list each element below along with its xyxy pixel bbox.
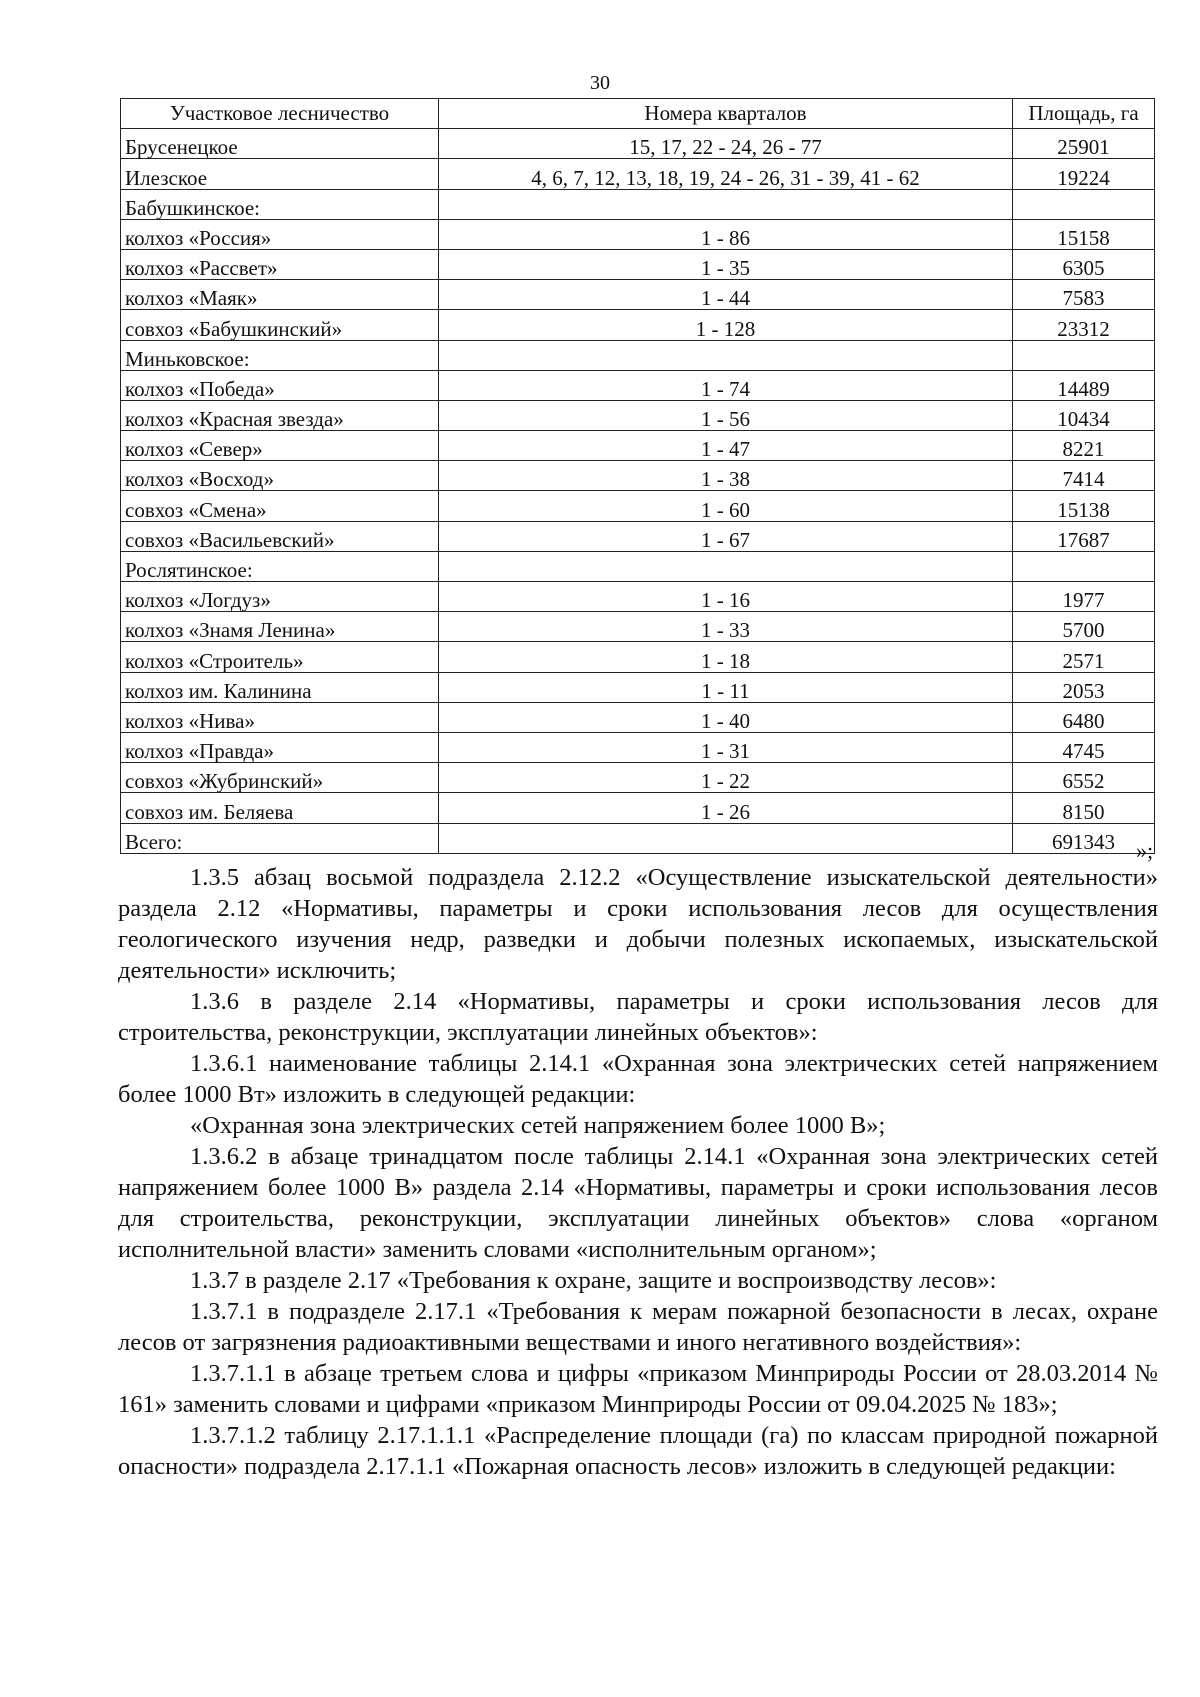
cell-area: 7414 [1013, 461, 1155, 491]
table-row [121, 612, 1155, 642]
cell-area: 15138 [1013, 491, 1155, 521]
cell-area: 19224 [1013, 159, 1155, 189]
table-header-row [121, 99, 1155, 129]
page-number: 30 [590, 72, 610, 94]
cell-forestry-name: колхоз «Север» [121, 431, 439, 461]
cell-area: 5700 [1013, 612, 1155, 642]
cell-forestry-name: колхоз «Восход» [121, 461, 439, 491]
cell-forestry-name: совхоз «Бабушкинский» [121, 310, 439, 340]
cell-quarters: 1 - 33 [439, 612, 1013, 642]
cell-forestry-name: колхоз «Победа» [121, 370, 439, 400]
cell-quarters: 1 - 22 [439, 763, 1013, 793]
cell-area [1013, 340, 1155, 370]
paragraph-1-3-6: 1.3.6 в разделе 2.14 «Нормативы, параметры и сроки использования лесов для строительства, реконструкции, эксплуатации линейных объектов»: [118, 988, 1158, 1046]
cell-quarters: 1 - 44 [439, 280, 1013, 310]
table-row [121, 219, 1155, 249]
table-row [121, 159, 1155, 189]
table-row [121, 249, 1155, 279]
cell-forestry-name: колхоз «Знамя Ленина» [121, 612, 439, 642]
paragraph-1-3-6-1: 1.3.6.1 наименование таблицы 2.14.1 «Охранная зона электрических сетей напряжением более 1000 Вт» изложить в следующей редакции: [118, 1050, 1158, 1108]
cell-area: 8150 [1013, 793, 1155, 823]
table-row [121, 642, 1155, 672]
cell-area: 6480 [1013, 702, 1155, 732]
cell-quarters: 1 - 40 [439, 702, 1013, 732]
cell-forestry-name: Илезское [121, 159, 439, 189]
cell-forestry-name: совхоз «Жубринский» [121, 763, 439, 793]
cell-forestry-name: Всего: [121, 823, 439, 853]
table-row [121, 823, 1155, 853]
cell-area: 7583 [1013, 280, 1155, 310]
cell-area: 6305 [1013, 249, 1155, 279]
cell-forestry-name: Рослятинское: [121, 551, 439, 581]
table-row [121, 431, 1155, 461]
cell-forestry-name: колхоз «Рассвет» [121, 249, 439, 279]
cell-area: 15158 [1013, 219, 1155, 249]
table-body [121, 129, 1155, 854]
table-row [121, 521, 1155, 551]
cell-quarters: 1 - 11 [439, 672, 1013, 702]
cell-area: 25901 [1013, 129, 1155, 159]
table-row [121, 461, 1155, 491]
header-area: Площадь, га [1013, 99, 1155, 129]
cell-quarters: 1 - 38 [439, 461, 1013, 491]
paragraph-1-3-7-1-1: 1.3.7.1.1 в абзаце третьем слова и цифры «приказом Минприроды России от 28.03.2014 № 161» заменить словами и цифрами «приказом Минприроды России от 09.04.2025 № 183»; [118, 1360, 1158, 1418]
table-row [121, 400, 1155, 430]
cell-quarters: 1 - 56 [439, 400, 1013, 430]
cell-forestry-name: колхоз «Маяк» [121, 280, 439, 310]
table-row [121, 370, 1155, 400]
table-row [121, 129, 1155, 159]
forestry-quarters-table [120, 98, 1155, 854]
paragraph-1-3-6-1-quote: «Охранная зона электрических сетей напряжением более 1000 В»; [190, 1112, 886, 1139]
cell-area: 4745 [1013, 732, 1155, 762]
cell-area: 14489 [1013, 370, 1155, 400]
cell-quarters: 1 - 47 [439, 431, 1013, 461]
cell-quarters [439, 340, 1013, 370]
cell-quarters: 1 - 86 [439, 219, 1013, 249]
cell-forestry-name: колхоз «Нива» [121, 702, 439, 732]
cell-quarters: 15, 17, 22 - 24, 26 - 77 [439, 129, 1013, 159]
cell-forestry-name: колхоз «Правда» [121, 732, 439, 762]
cell-quarters: 1 - 16 [439, 582, 1013, 612]
table-row [121, 702, 1155, 732]
cell-forestry-name: совхоз «Васильевский» [121, 521, 439, 551]
cell-area [1013, 189, 1155, 219]
cell-forestry-name: колхоз «Строитель» [121, 642, 439, 672]
cell-quarters: 1 - 67 [439, 521, 1013, 551]
cell-quarters: 4, 6, 7, 12, 13, 18, 19, 24 - 26, 31 - 39, 41 - 62 [439, 159, 1013, 189]
cell-forestry-name: колхоз «Логдуз» [121, 582, 439, 612]
cell-area: 17687 [1013, 521, 1155, 551]
table-row [121, 582, 1155, 612]
cell-quarters: 1 - 74 [439, 370, 1013, 400]
table-row [121, 732, 1155, 762]
cell-forestry-name: совхоз им. Беляева [121, 793, 439, 823]
cell-forestry-name: колхоз «Красная звезда» [121, 400, 439, 430]
table-row [121, 551, 1155, 581]
header-quarters: Номера кварталов [439, 99, 1013, 129]
cell-area [1013, 551, 1155, 581]
cell-area: 691343 [1013, 823, 1155, 853]
table-closing-quote: »; [1136, 838, 1154, 863]
cell-quarters: 1 - 26 [439, 793, 1013, 823]
cell-forestry-name: колхоз им. Калинина [121, 672, 439, 702]
cell-quarters: 1 - 35 [439, 249, 1013, 279]
cell-quarters [439, 823, 1013, 853]
paragraph-1-3-7-1: 1.3.7.1 в подразделе 2.17.1 «Требования к мерам пожарной безопасности в лесах, охране лесов от загрязнения радиоактивными веществами и иного негативного воздействия»: [118, 1298, 1158, 1356]
cell-forestry-name: Миньковское: [121, 340, 439, 370]
cell-forestry-name: совхоз «Смена» [121, 491, 439, 521]
cell-forestry-name: Бабушкинское: [121, 189, 439, 219]
cell-area: 10434 [1013, 400, 1155, 430]
cell-quarters [439, 551, 1013, 581]
paragraph-1-3-7: 1.3.7 в разделе 2.17 «Требования к охране, защите и воспроизводству лесов»: [190, 1267, 997, 1294]
cell-quarters: 1 - 60 [439, 491, 1013, 521]
cell-area: 1977 [1013, 582, 1155, 612]
cell-area: 6552 [1013, 763, 1155, 793]
cell-area: 23312 [1013, 310, 1155, 340]
cell-quarters: 1 - 31 [439, 732, 1013, 762]
cell-quarters: 1 - 18 [439, 642, 1013, 672]
cell-forestry-name: колхоз «Россия» [121, 219, 439, 249]
header-forestry: Участковое лесничество [121, 99, 439, 129]
cell-quarters [439, 189, 1013, 219]
amendment-text [118, 862, 1158, 1482]
paragraph-1-3-6-2: 1.3.6.2 в абзаце тринадцатом после таблицы 2.14.1 «Охранная зона электрических сетей напряжением более 1000 В» раздела 2.14 «Нормативы, параметры и сроки использования лесов для строительства, реконструкции, эксплуатации линейных объектов» слова «органом исполнительной власти» заменить словами «исполнительным органом»; [118, 1143, 1158, 1263]
table-row [121, 340, 1155, 370]
table-row [121, 672, 1155, 702]
table-row [121, 793, 1155, 823]
table-row [121, 310, 1155, 340]
cell-forestry-name: Брусенецкое [121, 129, 439, 159]
table-row [121, 189, 1155, 219]
cell-area: 2053 [1013, 672, 1155, 702]
cell-quarters: 1 - 128 [439, 310, 1013, 340]
paragraph-1-3-7-1-2: 1.3.7.1.2 таблицу 2.17.1.1.1 «Распределение площади (га) по классам природной пожарной опасности» подраздела 2.17.1.1 «Пожарная опасность лесов» изложить в следующей редакции: [118, 1422, 1158, 1480]
table-row [121, 491, 1155, 521]
table-row [121, 280, 1155, 310]
cell-area: 2571 [1013, 642, 1155, 672]
cell-area: 8221 [1013, 431, 1155, 461]
table-row [121, 763, 1155, 793]
paragraph-1-3-5: 1.3.5 абзац восьмой подраздела 2.12.2 «Осуществление изыскательской деятельности» раздела 2.12 «Нормативы, параметры и сроки использования лесов для осуществления геологического изучения недр, разведки и добычи полезных ископаемых, изыскательской деятельности» исключить; [118, 864, 1158, 984]
